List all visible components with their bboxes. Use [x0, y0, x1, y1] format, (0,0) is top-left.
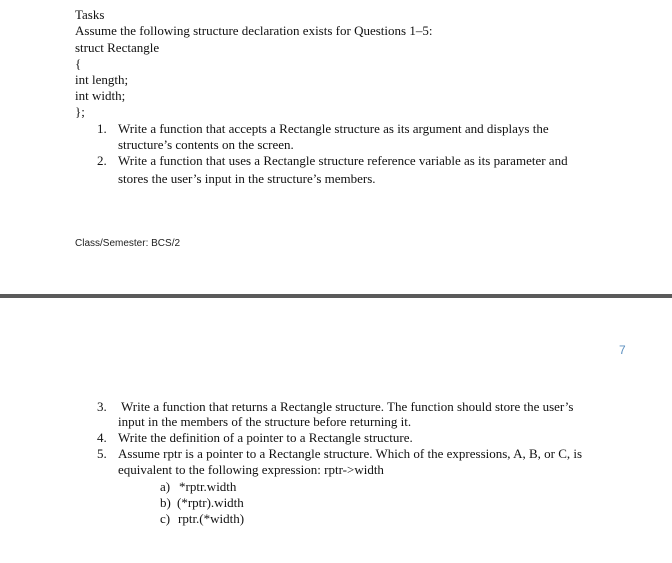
- question-text: Write a function that uses a Rectangle structure reference variable as its parameter and: [118, 153, 568, 168]
- question-text: structure’s contents on the screen.: [118, 137, 294, 152]
- question-text: Write a function that accepts a Rectangle structure as its argument and displays the: [118, 121, 549, 136]
- question-number: 2.: [97, 153, 107, 168]
- question-number: 3.: [97, 399, 107, 414]
- page-divider: [0, 294, 672, 298]
- option-label: a): [160, 479, 171, 494]
- code-line: int length;: [75, 72, 129, 87]
- option-text: rptr.(*width): [178, 511, 245, 526]
- question-number: 4.: [97, 430, 107, 445]
- option-text: (*rptr).width: [177, 495, 244, 510]
- tasks-heading: Tasks: [75, 7, 105, 22]
- question-number: 1.: [97, 121, 107, 136]
- option-label: c): [160, 511, 171, 526]
- page-number: 7: [619, 343, 626, 357]
- option-text: *rptr.width: [179, 479, 237, 494]
- intro-text: Assume the following structure declaration exists for Questions 1–5:: [75, 23, 433, 38]
- question-text: Write a function that returns a Rectangle structure. The function should store the user’s: [121, 399, 574, 414]
- class-semester-footer: Class/Semester: BCS/2: [75, 238, 181, 249]
- option-label: b): [160, 495, 171, 510]
- question-text: equivalent to the following expression: rptr->width: [118, 462, 384, 477]
- code-line: int width;: [75, 88, 126, 103]
- code-line: {: [75, 56, 82, 71]
- question-number: 5.: [97, 446, 107, 461]
- question-text: Assume rptr is a pointer to a Rectangle structure. Which of the expressions, A, B, or C, is: [118, 446, 583, 461]
- question-text: stores the user’s input in the structure’s members.: [118, 171, 376, 186]
- question-text: input in the members of the structure before returning it.: [118, 414, 412, 429]
- code-line: };: [75, 104, 85, 119]
- code-line: struct Rectangle: [75, 40, 160, 55]
- question-text: Write the definition of a pointer to a Rectangle structure.: [118, 430, 413, 445]
